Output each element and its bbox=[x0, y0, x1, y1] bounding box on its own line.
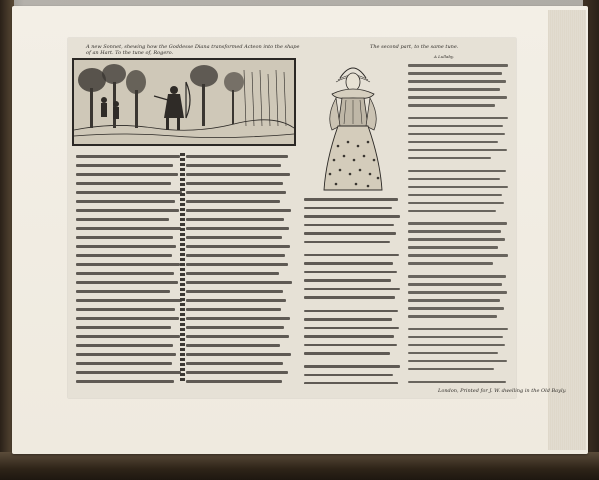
woodcut-illustration bbox=[72, 58, 296, 146]
second-part-title: The second part, to the same tune. bbox=[370, 44, 459, 50]
ballad-verse-column-left bbox=[76, 153, 184, 383]
broadside-second-part bbox=[302, 40, 567, 396]
page-stack-edges bbox=[548, 10, 586, 450]
woodcut-hunter-image bbox=[74, 60, 294, 144]
ornamental-column-divider bbox=[180, 153, 185, 383]
printer-imprint: London, Printed for J. W. dwelling in the Old Bayly. bbox=[438, 388, 567, 394]
second-part-verse-column bbox=[304, 196, 404, 384]
broadside-first-part bbox=[70, 40, 300, 396]
lullaby-heading: A Lullaby. bbox=[434, 54, 454, 59]
lady-portrait-image bbox=[318, 56, 388, 192]
ballad-verse-column-right bbox=[186, 153, 294, 383]
ballad-title: A new Sonnet, shewing how the Goddesse Diana transformed Acteon into the shape of an Hart. To the tune of, Rogero. bbox=[86, 44, 300, 56]
lullaby-verse-column bbox=[408, 54, 512, 384]
portrait-woodcut bbox=[318, 56, 388, 192]
book-cover-bottom bbox=[0, 452, 599, 480]
